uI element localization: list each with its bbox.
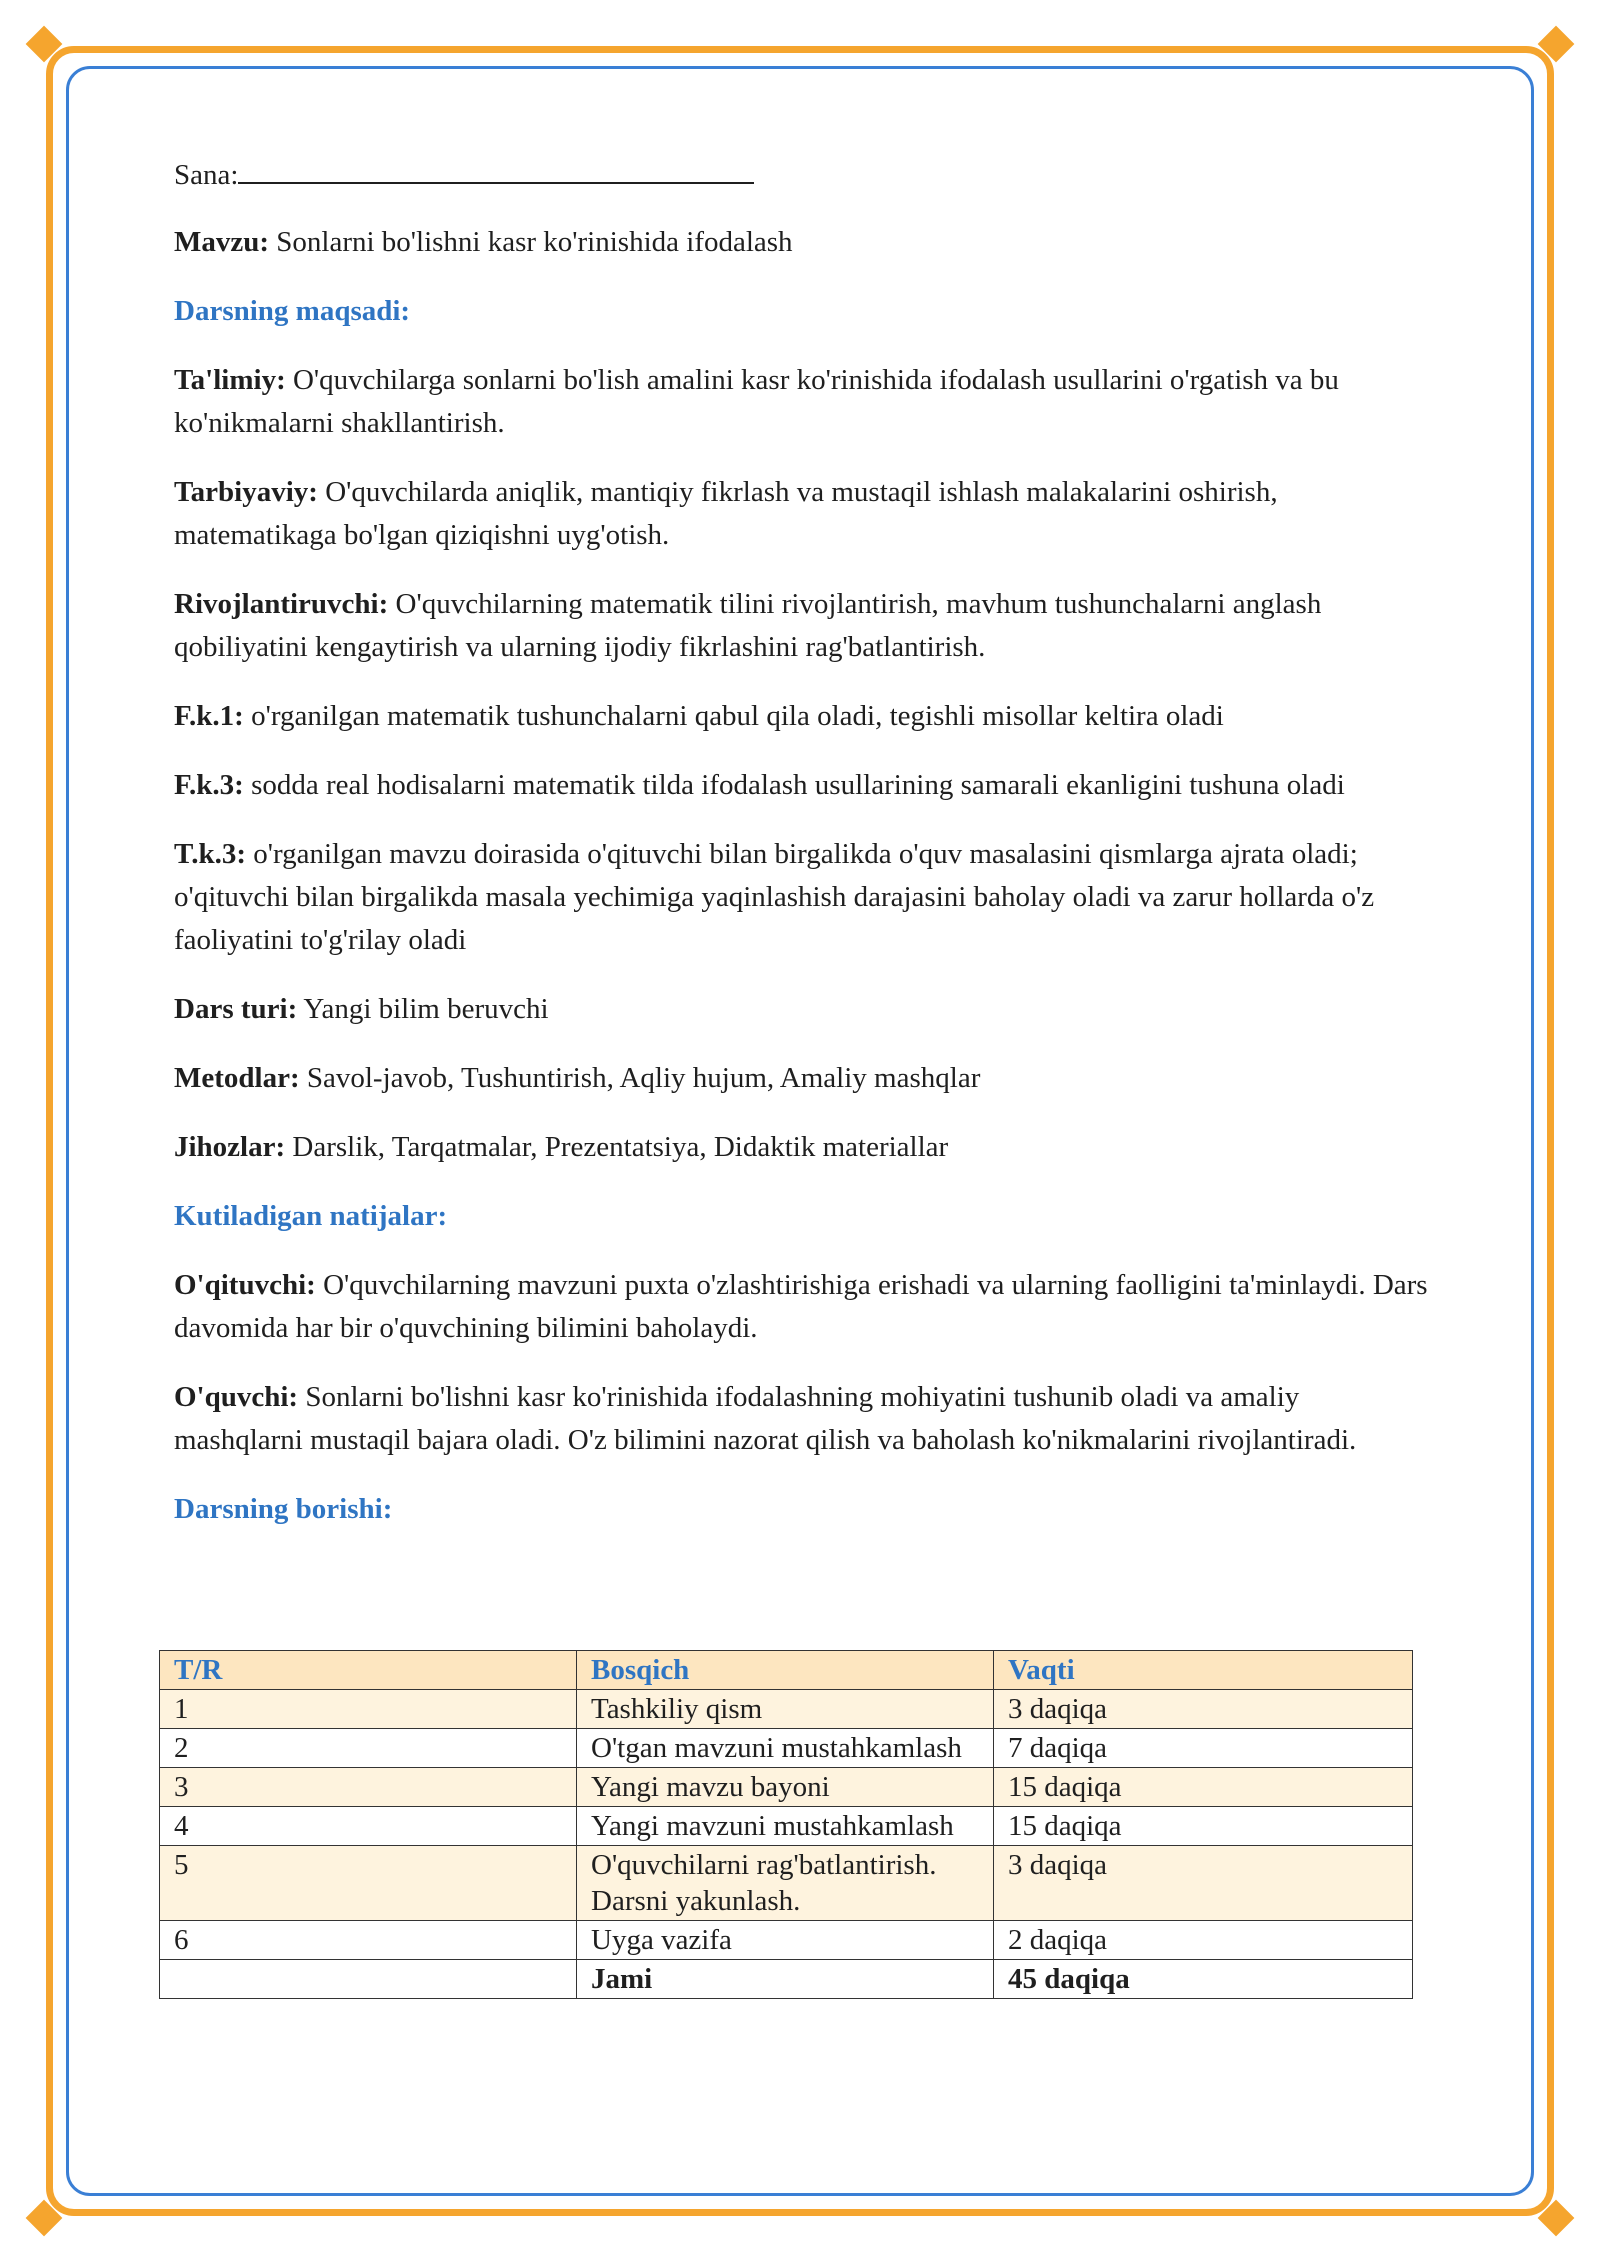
goal-item-text: sodda real hodisalarni matematik tilda ifodalash usullarining samarali ekanligini tushuna oladi bbox=[243, 769, 1345, 801]
table-cell: 3 bbox=[160, 1768, 577, 1807]
goal-item-text: Darslik, Tarqatmalar, Prezentatsiya, Didaktik materiallar bbox=[285, 1131, 949, 1163]
goal-item-text: O'quvchilarga sonlarni bo'lish amalini kasr ko'rinishida ifodalash usullarini o'rgatish va bu ko'nikmalarni shakllantirish. bbox=[174, 364, 1339, 439]
outcome-item-label: O'quvchi: bbox=[174, 1381, 299, 1413]
goal-item bbox=[174, 1057, 1434, 1100]
table-row bbox=[160, 1921, 1413, 1960]
goal-item-label: F.k.3: bbox=[174, 769, 244, 801]
goal-item bbox=[174, 833, 1434, 962]
topic-line bbox=[174, 221, 1434, 264]
lesson-flow-table bbox=[159, 1650, 1413, 1999]
table-cell: 7 daqiqa bbox=[994, 1729, 1413, 1768]
goal-item-label: Jihozlar: bbox=[174, 1131, 286, 1163]
goals-list bbox=[174, 359, 1434, 1169]
table-cell bbox=[160, 1960, 577, 1999]
goal-item bbox=[174, 764, 1434, 807]
table-row bbox=[160, 1729, 1413, 1768]
table-row bbox=[160, 1768, 1413, 1807]
outcomes-list bbox=[174, 1264, 1434, 1462]
table-header-cell: Bosqich bbox=[577, 1651, 994, 1690]
outcome-item-text: Sonlarni bo'lishni kasr ko'rinishida ifodalashning mohiyatini tushunib oladi va amaliy mashqlarni mustaqil bajara oladi. O'z bilimini nazorat qilish va baholash ko'nikmalarini rivojlantiradi. bbox=[174, 1381, 1357, 1456]
goal-item-text: o'rganilgan matematik tushunchalarni qabul qila oladi, tegishli misollar keltira oladi bbox=[243, 700, 1224, 732]
table-header-row bbox=[160, 1651, 1413, 1690]
goal-item-label: Tarbiyaviy: bbox=[174, 476, 318, 508]
table-cell: Yangi mavzu bayoni bbox=[577, 1768, 994, 1807]
goal-item bbox=[174, 695, 1434, 738]
outcome-item-label: O'qituvchi: bbox=[174, 1269, 316, 1301]
goal-item-label: Metodlar: bbox=[174, 1062, 300, 1094]
table-cell: 3 daqiqa bbox=[994, 1690, 1413, 1729]
lesson-flow-heading: Darsning borishi: bbox=[174, 1493, 393, 1525]
table-row bbox=[160, 1846, 1413, 1921]
goal-item-text: O'quvchilarning matematik tilini rivojlantirish, mavhum tushunchalarni anglash qobiliyatini kengaytirish va ularning ijodiy fikrlashini rag'batlantirish. bbox=[174, 588, 1322, 663]
goal-item-label: F.k.1: bbox=[174, 700, 244, 732]
goal-item-label: Rivojlantiruvchi: bbox=[174, 588, 389, 620]
table-cell: Tashkiliy qism bbox=[577, 1690, 994, 1729]
goal-item bbox=[174, 359, 1434, 445]
table-cell: 2 bbox=[160, 1729, 577, 1768]
outcome-item bbox=[174, 1264, 1434, 1350]
outcome-item bbox=[174, 1376, 1434, 1462]
table-cell: 2 daqiqa bbox=[994, 1921, 1413, 1960]
table-header-cell: T/R bbox=[160, 1651, 577, 1690]
goal-item bbox=[174, 583, 1434, 669]
table-cell: 1 bbox=[160, 1690, 577, 1729]
date-label: Sana: bbox=[174, 159, 239, 191]
goal-item-text: Yangi bilim beruvchi bbox=[297, 993, 549, 1025]
goal-item-text: o'rganilgan mavzu doirasida o'qituvchi bilan birgalikda o'quv masalasini qismlarga ajrata oladi; o'qituvchi bilan birgalikda masala yechimiga yaqinlashish darajasini baholay oladi va zarur hollarda o'z faoliyatini to'g'rilay oladi bbox=[174, 838, 1375, 956]
outcome-item-text: O'quvchilarning mavzuni puxta o'zlashtirishiga erishadi va ularning faolligini ta'minlaydi. Dars davomida har bir o'quvchining bilimini baholaydi. bbox=[174, 1269, 1428, 1344]
table-cell: 5 bbox=[160, 1846, 577, 1921]
goal-item bbox=[174, 1126, 1434, 1169]
outcomes-heading: Kutiladigan natijalar: bbox=[174, 1200, 448, 1232]
table-row bbox=[160, 1690, 1413, 1729]
lesson-plan-content bbox=[174, 150, 1434, 1557]
topic-text: Sonlarni bo'lishni kasr ko'rinishida ifodalash bbox=[269, 226, 793, 258]
table-cell: 15 daqiqa bbox=[994, 1807, 1413, 1846]
topic-label: Mavzu: bbox=[174, 226, 270, 258]
date-blank-line bbox=[238, 150, 754, 184]
goal-item-text: O'quvchilarda aniqlik, mantiqiy fikrlash va mustaqil ishlash malakalarini oshirish, matematikaga bo'lgan qiziqishni uyg'otish. bbox=[174, 476, 1278, 551]
goals-heading: Darsning maqsadi: bbox=[174, 295, 411, 327]
goal-item bbox=[174, 471, 1434, 557]
table-cell: 4 bbox=[160, 1807, 577, 1846]
table-cell: O'quvchilarni rag'batlantirish. Darsni yakunlash. bbox=[577, 1846, 994, 1921]
table-row bbox=[160, 1807, 1413, 1846]
table-cell: Yangi mavzuni mustahkamlash bbox=[577, 1807, 994, 1846]
table-header-cell: Vaqti bbox=[994, 1651, 1413, 1690]
goal-item-text: Savol-javob, Tushuntirish, Aqliy hujum, Amaliy mashqlar bbox=[299, 1062, 981, 1094]
table-cell: 3 daqiqa bbox=[994, 1846, 1413, 1921]
table-cell: O'tgan mavzuni mustahkamlash bbox=[577, 1729, 994, 1768]
table-cell: 6 bbox=[160, 1921, 577, 1960]
goal-item-label: Dars turi: bbox=[174, 993, 298, 1025]
table-cell: 15 daqiqa bbox=[994, 1768, 1413, 1807]
date-line bbox=[174, 150, 1434, 197]
goal-item-label: Ta'limiy: bbox=[174, 364, 286, 396]
goal-item bbox=[174, 988, 1434, 1031]
goal-item-label: T.k.3: bbox=[174, 838, 246, 870]
table-cell: 45 daqiqa bbox=[994, 1960, 1413, 1999]
table-cell: Uyga vazifa bbox=[577, 1921, 994, 1960]
table-total-row bbox=[160, 1960, 1413, 1999]
table-body bbox=[160, 1690, 1413, 1960]
table-cell: Jami bbox=[577, 1960, 994, 1999]
